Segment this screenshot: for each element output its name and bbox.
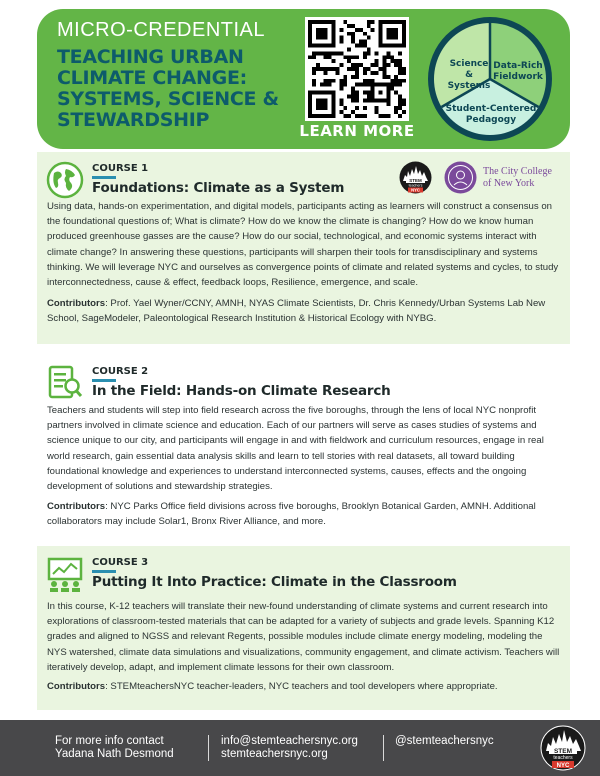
footer-contact: For more info contact Yadana Nath Desmond — [55, 735, 174, 760]
footer-divider — [208, 735, 209, 761]
triad-label-pedagogy: Student-Centered Pedagogy — [445, 104, 537, 125]
course-underline — [92, 379, 116, 382]
stem-teachers-nyc-footer-logo — [540, 724, 586, 772]
svg-text:STEM: STEM — [553, 748, 573, 755]
course-description: Teachers and students will step into field research across the five boroughs, through the lens of local NYC nonprofit partners involved in climate science and education. Each of our partners will serve as cases studies of systems and science unique to our city, and participants will engage in and with fieldwork and curriculum resources, engage in real world research, gain essential data analysis skills and learn to tell stories with real datasets, all toward building foundational knowledge and experiences to understand interconnected systems, causes, effects and the ongoing development of solutions and stewardship strategies. — [47, 405, 544, 493]
footer-divider — [383, 735, 384, 761]
footer — [0, 720, 600, 776]
course-title: In the Field: Hands-on Climate Research — [92, 383, 391, 399]
header-title — [57, 47, 307, 131]
title-line: CLIMATE CHANGE: — [57, 67, 247, 89]
course-card-2 — [37, 355, 570, 535]
footer-email-link[interactable]: info@stemteachersnyc.org — [221, 735, 358, 747]
learn-more-link[interactable]: LEARN MORE — [299, 122, 415, 140]
course-number: COURSE 1 — [92, 163, 149, 174]
course-description: Using data, hands-on experimentation, and digital models, participants acting as learners will construct a consensus on the foundational questions of; What is climate? How do we know the climate is changing? How do we know human produced greenhouse gasses are the cause? How do our social, technological, and economic systems interact with climate change? In answering these questions, participants will sharpen their tools for transdisciplinary and systems thinking. We will leverage NYC and ourselves as convergence points of climate and related systems and cycles, to study interconnectedness, cause & effect, feedback loops, Resilience, emergence, and scale. — [47, 201, 559, 289]
document-search-icon — [46, 364, 84, 402]
ccny-wordmark: The City College of New York — [483, 166, 552, 189]
course-contributors: Contributors: NYC Parks Office field divisions across five boroughs, Brooklyn Botanical Garden, AMNH. Additional collaborators may include Solar1, Bronx River Alliance, and more. — [47, 501, 536, 528]
course-contributors: Contributors: Prof. Yael Wyner/CCNY, AMNH, NYAS Climate Scientists, Dr. Chris Kennedy/Urban Systems Lab New School, SageModeler, Paleontological Research Institution & Historical Ecology with NYBG. — [47, 298, 546, 325]
course-number: COURSE 3 — [92, 557, 149, 568]
footer-site-link[interactable]: stemteachersnyc.org — [221, 748, 328, 760]
globe-icon — [46, 161, 84, 199]
course-card-3 — [37, 546, 570, 710]
header-kicker: MICRO-CREDENTIAL — [57, 19, 266, 41]
course-title: Foundations: Climate as a System — [92, 180, 345, 196]
qr-code[interactable] — [305, 17, 409, 121]
footer-links — [221, 735, 358, 761]
course-underline — [92, 176, 116, 179]
course-underline — [92, 570, 116, 573]
svg-text:NYC: NYC — [556, 762, 570, 769]
svg-text:STEM: STEM — [409, 178, 422, 184]
course-title: Putting It Into Practice: Climate in the Classroom — [92, 574, 457, 590]
title-line: TEACHING URBAN — [57, 46, 244, 68]
svg-text:teachers: teachers — [553, 755, 573, 761]
triad-label-fieldwork: Data-Rich Fieldwork — [493, 61, 543, 82]
triad-label-science: Science & Systems — [447, 59, 491, 91]
course-number: COURSE 2 — [92, 366, 149, 377]
footer-social-handle[interactable]: @stemteachersnyc — [395, 735, 494, 747]
course-card-1 — [37, 152, 570, 344]
course-description: In this course, K-12 teachers will translate their new-found understanding of climate systems and current research into explorations of classroom-tested materials that can be adapted for a variety of subjects and grade levels. Spanning K12 grades and aligned to NGSS and relevant Regents, possible modules include climate energy modeling, modeling the NYS watershed, climate data simulations and visualizations, community engagement, and climate activism. Teachers will iteratively develop, adapt, and implement climate lessons for their own classroom. — [47, 601, 560, 673]
classroom-icon — [46, 555, 84, 593]
svg-text:teachers: teachers — [408, 183, 423, 188]
ccny-seal-icon — [444, 161, 477, 194]
title-line: STEWARDSHIP — [57, 109, 210, 131]
header-banner — [37, 9, 570, 149]
triad-diagram — [419, 15, 561, 143]
course-contributors: Contributors: STEMteachersNYC teacher-leaders, NYC teachers and tool developers where appropriate. — [47, 681, 498, 692]
qr-code-icon — [308, 20, 406, 118]
stem-teachers-nyc-logo — [399, 161, 432, 194]
svg-text:NYC: NYC — [411, 187, 420, 193]
title-line: SYSTEMS, SCIENCE & — [57, 88, 279, 110]
